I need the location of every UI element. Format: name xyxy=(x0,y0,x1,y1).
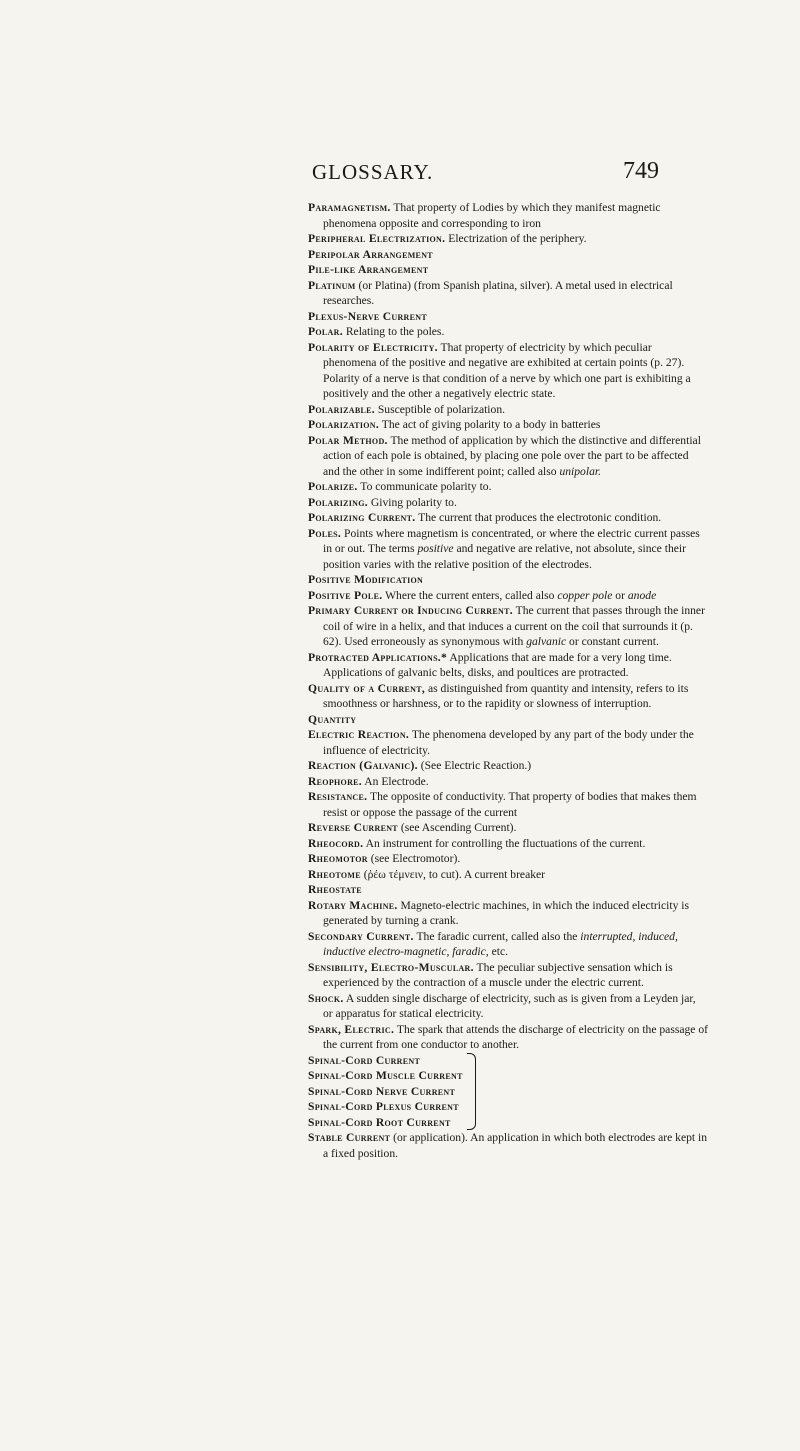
entry-term: Electric Reaction. xyxy=(308,728,410,741)
entry-definition: Applications that are made for a very long time. Applications of galvanic belts, disks, and poultices are protracted. xyxy=(323,650,672,679)
glossary-entry xyxy=(308,247,708,263)
entry-definition: Giving polarity to. xyxy=(370,495,457,509)
glossary-entry xyxy=(308,572,708,588)
entry-term: Stable Current xyxy=(308,1131,391,1144)
page-number: 749 xyxy=(623,158,659,184)
glossary-entry xyxy=(308,789,708,820)
entry-term: Protracted Applications.* xyxy=(308,650,448,664)
entry-definition-cont: and negative are relative, not absolute, since their position varies with the relative position of the electrodes. xyxy=(323,542,686,571)
glossary-entry xyxy=(308,882,708,898)
glossary-entry xyxy=(308,417,708,433)
entry-term: Peripolar Arrangement xyxy=(308,247,433,261)
entry-term: Positive Pole. xyxy=(308,588,383,602)
entry-term: Rheostate xyxy=(308,883,362,896)
glossary-entry xyxy=(308,758,708,774)
entry-term: Polarize. xyxy=(308,480,358,493)
entry-definition: Points where magnetism is concentrated, or where the electric current passes in or out. The terms xyxy=(323,526,700,555)
entry-term: Rotary Machine. xyxy=(308,898,398,912)
entry-definition: (or Platina) (from Spanish platina, silver). A metal used in electrical researches. xyxy=(323,278,673,307)
running-title: GLOSSARY. xyxy=(312,160,434,184)
entry-definition: The peculiar subjective sensation which is experienced by the contraction of a muscle under the electric current. xyxy=(323,960,673,989)
glossary-entry xyxy=(308,588,708,604)
entry-term: Reaction (Galvanic). xyxy=(308,759,418,772)
entry-definition-cont: etc. xyxy=(491,945,509,958)
entry-term: Resistance. xyxy=(308,790,368,803)
glossary-entries xyxy=(308,200,708,1161)
glossary-entry xyxy=(308,1022,708,1053)
glossary-entry xyxy=(308,727,708,758)
entry-definition: The faradic current, called also the xyxy=(416,929,578,943)
entry-definition: as distinguished from quantity and intensity, refers to its smoothness or harshness, or to the rapidity or slowness of interruption. xyxy=(323,681,689,710)
glossary-entry xyxy=(308,820,708,836)
entry-term: Rheomotor xyxy=(308,852,368,865)
entry-emphasis: galvanic xyxy=(526,635,567,648)
glossary-entry xyxy=(308,712,708,728)
glossary-entry xyxy=(308,402,708,418)
glossary-entry xyxy=(308,200,708,231)
entry-definition: (see Ascending Current). xyxy=(400,821,517,834)
entry-emphasis: interrupted, induced, inductive electro-magnetic, faradic, xyxy=(323,929,678,958)
entry-term: Quality of a Current, xyxy=(308,681,426,695)
glossary-entry xyxy=(308,991,708,1022)
entry-term: Spinal-Cord Nerve Current xyxy=(308,1084,456,1098)
entry-term: Platinum xyxy=(308,278,356,292)
entry-definition: Electrization of the periphery. xyxy=(448,232,587,245)
glossary-entry xyxy=(308,960,708,991)
glossary-entry xyxy=(308,278,708,309)
entry-term: Polar. xyxy=(308,325,343,338)
entry-definition: An Electrode. xyxy=(364,774,429,788)
glossary-entry xyxy=(308,867,708,883)
brace-icon xyxy=(467,1053,476,1131)
spinal-cord-terms xyxy=(308,1053,463,1131)
entry-definition: The phenomena developed by any part of the body under the influence of electricity. xyxy=(323,728,694,757)
entry-emphasis: positive xyxy=(417,542,454,555)
entry-term: Shock. xyxy=(308,991,344,1005)
entry-definition: (see Electromotor). xyxy=(370,852,461,865)
glossary-entry xyxy=(308,681,708,712)
entry-term: Primary Current or Inducing Current. xyxy=(308,604,513,617)
entry-term: Polar Method. xyxy=(308,433,388,447)
entry-term: Spinal-Cord Root Current xyxy=(308,1115,451,1129)
entry-definition: That property of Lodies by which they manifest magnetic phenomena opposite and corresponding to iron xyxy=(323,201,661,230)
entry-term: Sensibility, Electro-Muscular. xyxy=(308,960,474,974)
entry-definition-cont: or constant current. xyxy=(569,635,659,648)
entry-definition: (See Electric Reaction.) xyxy=(420,759,532,772)
entry-term: Secondary Current. xyxy=(308,929,414,943)
glossary-entry xyxy=(308,479,708,495)
entry-term: Polarizing. xyxy=(308,495,368,509)
glossary-entry xyxy=(308,898,708,929)
entry-emphasis: copper pole xyxy=(557,588,613,602)
entry-term: Rheotome xyxy=(308,867,361,881)
entry-term: Reophore. xyxy=(308,774,362,788)
entry-definition: A sudden single discharge of electricity, such as is given from a Leyden jar, or apparatus for statical electricity. xyxy=(323,991,696,1020)
entry-term: Reverse Current xyxy=(308,821,398,834)
glossary-entry xyxy=(308,495,708,511)
entry-definition: The method of application by which the distinctive and differential action of each pole is obtained, by placing one pole over the part to be affected and the other in some indifferent point; called also xyxy=(323,433,701,478)
glossary-entry xyxy=(308,526,708,573)
glossary-entry xyxy=(308,433,708,480)
glossary-entry xyxy=(308,340,708,402)
entry-term: Quantity xyxy=(308,712,357,726)
entry-term: Peripheral Electrization. xyxy=(308,232,446,245)
glossary-entry xyxy=(308,929,708,960)
glossary-entry xyxy=(308,603,708,650)
spinal-cord-group xyxy=(308,1053,708,1131)
entry-term: Spinal-Cord Plexus Current xyxy=(308,1100,459,1113)
entry-definition: The spark that attends the discharge of electricity on the passage of the current from one conductor to another. xyxy=(323,1022,709,1051)
entry-term: Pile-like Arrangement xyxy=(308,263,429,276)
glossary-entry xyxy=(308,262,708,278)
entry-term: Poles. xyxy=(308,526,342,540)
entry-definition-cont: or xyxy=(615,588,625,602)
entry-definition: (or application). An application in which both electrodes are kept in a fixed position. xyxy=(323,1131,708,1160)
entry-definition: Where the current enters, called also xyxy=(385,588,555,602)
glossary-entry xyxy=(308,510,708,526)
page-header xyxy=(0,0,800,40)
entry-definition: The act of giving polarity to a body in batteries xyxy=(381,418,601,431)
entry-definition: The current that passes through the inner coil of wire in a helix, and that induces a current on the coil that surrounds it (p. 62). Used erroneously as synonymous with xyxy=(323,604,705,648)
glossary-entry xyxy=(308,309,708,325)
glossary-entry xyxy=(308,851,708,867)
glossary-entry xyxy=(308,774,708,790)
entry-definition: Magneto-electric machines, in which the induced electricity is generated by turning a crank. xyxy=(323,898,689,927)
entry-term: Spinal-Cord Muscle Current xyxy=(308,1069,463,1082)
entry-term: Polarity of Electricity. xyxy=(308,340,438,354)
entry-definition: To communicate polarity to. xyxy=(360,480,492,493)
entry-term: Plexus-Nerve Current xyxy=(308,309,427,323)
entry-definition: The opposite of conductivity. That property of bodies that makes them resist or oppose the passage of the current xyxy=(323,790,697,819)
entry-term: Polarizable. xyxy=(308,402,375,416)
glossary-entry xyxy=(308,650,708,681)
entry-term: Positive Modification xyxy=(308,573,424,586)
entry-definition: Susceptible of polarization. xyxy=(377,402,506,416)
entry-term: Polarizing Current. xyxy=(308,511,416,524)
entry-emphasis: unipolar. xyxy=(559,464,601,478)
entry-term: Rheocord. xyxy=(308,836,364,850)
entry-definition: (ῥέω τέμνειν, to cut). A current breaker xyxy=(363,867,546,881)
entry-term: Polarization. xyxy=(308,418,380,431)
entry-definition: Relating to the poles. xyxy=(345,325,445,338)
glossary-entry xyxy=(308,836,708,852)
entry-emphasis: anode xyxy=(627,588,657,602)
entry-definition: The current that produces the electrotonic condition. xyxy=(418,511,662,524)
glossary-entry xyxy=(308,231,708,247)
entry-definition: An instrument for controlling the fluctuations of the current. xyxy=(365,836,646,850)
entry-term: Spinal-Cord Current xyxy=(308,1053,421,1067)
glossary-entry xyxy=(308,324,708,340)
entry-term: Spark, Electric. xyxy=(308,1022,395,1036)
glossary-entry xyxy=(308,1130,708,1161)
entry-definition: That property of electricity by which peculiar phenomena of the positive and negative are exhibited at certain points (p. 27). Polarity of a nerve is that condition of a nerve by which one part is exhibiting a positively and the other a negatively electric state. xyxy=(323,340,691,400)
entry-term: Paramagnetism. xyxy=(308,201,391,214)
